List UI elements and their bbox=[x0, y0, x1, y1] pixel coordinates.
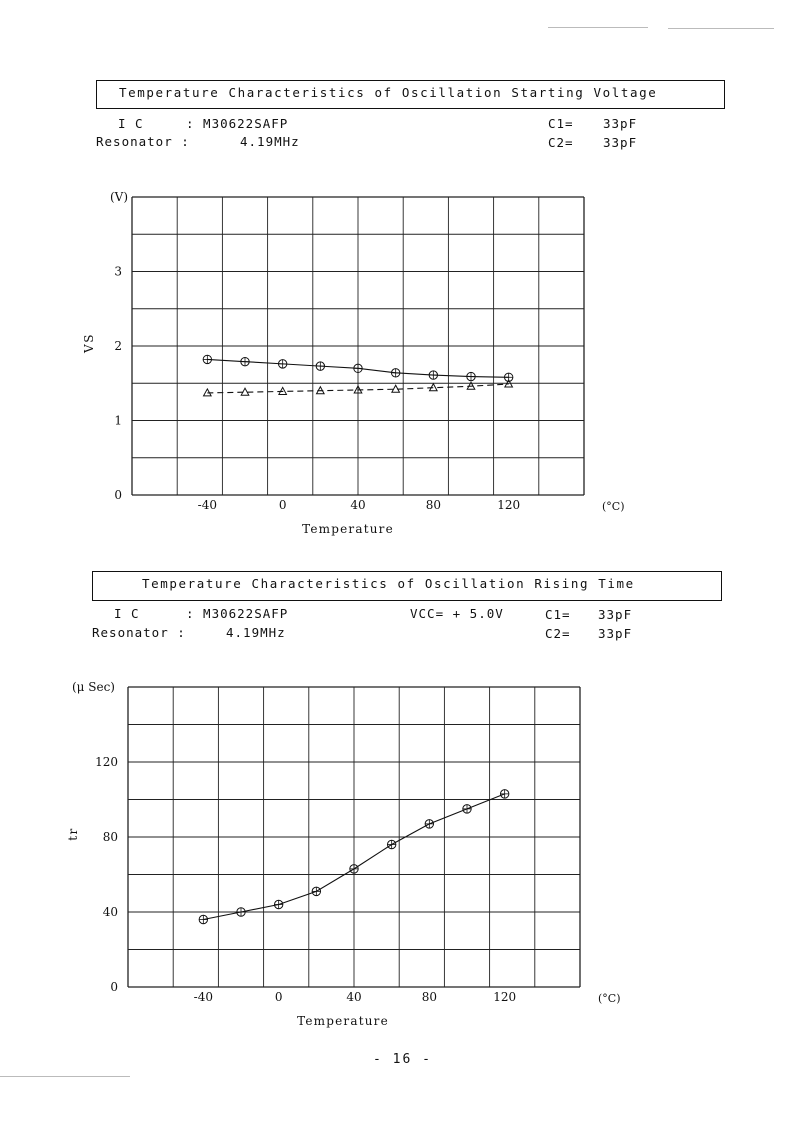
section1-ic-value: : M30622SAFP bbox=[186, 116, 289, 131]
y-tick-label: 3 bbox=[114, 264, 122, 279]
section1-title-box bbox=[96, 80, 725, 109]
page-number: - 16 - bbox=[373, 1052, 432, 1067]
y-tick-label: 80 bbox=[102, 830, 118, 844]
section2-title: Temperature Characteristics of Oscillation Rising Time bbox=[142, 576, 635, 591]
section2-title-box bbox=[92, 571, 722, 601]
y-tick-label: 40 bbox=[102, 905, 118, 919]
section1-resonator-value: 4.19MHz bbox=[240, 134, 300, 149]
y-tick-label: 120 bbox=[95, 755, 118, 769]
x-tick-label: 0 bbox=[274, 990, 283, 1004]
section1-c1-value: 33pF bbox=[603, 116, 638, 131]
y-tick-label: 1 bbox=[114, 413, 122, 428]
x-tick-label: 40 bbox=[350, 498, 366, 512]
section2-vcc: VCC= + 5.0V bbox=[410, 606, 504, 621]
chart-oscillation-starting-voltage bbox=[60, 185, 660, 545]
section2-c1-label: C1= bbox=[545, 607, 571, 622]
section2-c2-value: 33pF bbox=[598, 626, 633, 641]
y-tick-label: 0 bbox=[114, 488, 122, 502]
section2-c2-label: C2= bbox=[545, 626, 571, 641]
chart-oscillation-rising-time bbox=[40, 675, 660, 1035]
x-axis-unit: (°C) bbox=[598, 992, 621, 1005]
scan-artifact bbox=[548, 27, 648, 28]
section2-resonator-value: 4.19MHz bbox=[226, 625, 286, 640]
x-axis-unit: (°C) bbox=[602, 500, 625, 513]
section2-ic-label: I C bbox=[114, 606, 140, 621]
y-axis-label: VS bbox=[82, 333, 96, 353]
x-tick-label: 120 bbox=[493, 990, 517, 1004]
x-tick-label: 0 bbox=[278, 498, 287, 512]
y-tick-label: 0 bbox=[110, 980, 118, 994]
section1-c1-label: C1= bbox=[548, 116, 574, 131]
section1-title: Temperature Characteristics of Oscillation Starting Voltage bbox=[119, 85, 658, 100]
x-tick-label: 80 bbox=[425, 498, 441, 512]
x-tick-label: -40 bbox=[197, 498, 217, 512]
section2-ic-value: : M30622SAFP bbox=[186, 606, 289, 621]
x-tick-label: 120 bbox=[497, 498, 521, 512]
section1-c2-label: C2= bbox=[548, 135, 574, 150]
section1-resonator-label: Resonator : bbox=[96, 134, 190, 149]
x-axis-label: Temperature bbox=[302, 522, 394, 536]
y-axis-unit: (μ Sec) bbox=[71, 680, 115, 694]
scan-artifact bbox=[668, 28, 774, 29]
section2-resonator-label: Resonator : bbox=[92, 625, 186, 640]
data-point-triangle bbox=[430, 384, 438, 391]
section1-ic-label: I C bbox=[118, 116, 144, 131]
scan-artifact bbox=[0, 1076, 130, 1077]
section2-c1-value: 33pF bbox=[598, 607, 633, 622]
x-tick-label: 40 bbox=[346, 990, 362, 1004]
y-tick-label: 2 bbox=[114, 339, 122, 353]
y-axis-label: tr bbox=[66, 827, 80, 841]
x-tick-label: 80 bbox=[421, 990, 437, 1004]
y-axis-unit: (V) bbox=[109, 190, 128, 204]
x-tick-label: -40 bbox=[193, 990, 213, 1004]
section1-c2-value: 33pF bbox=[603, 135, 638, 150]
x-axis-label: Temperature bbox=[297, 1014, 389, 1028]
